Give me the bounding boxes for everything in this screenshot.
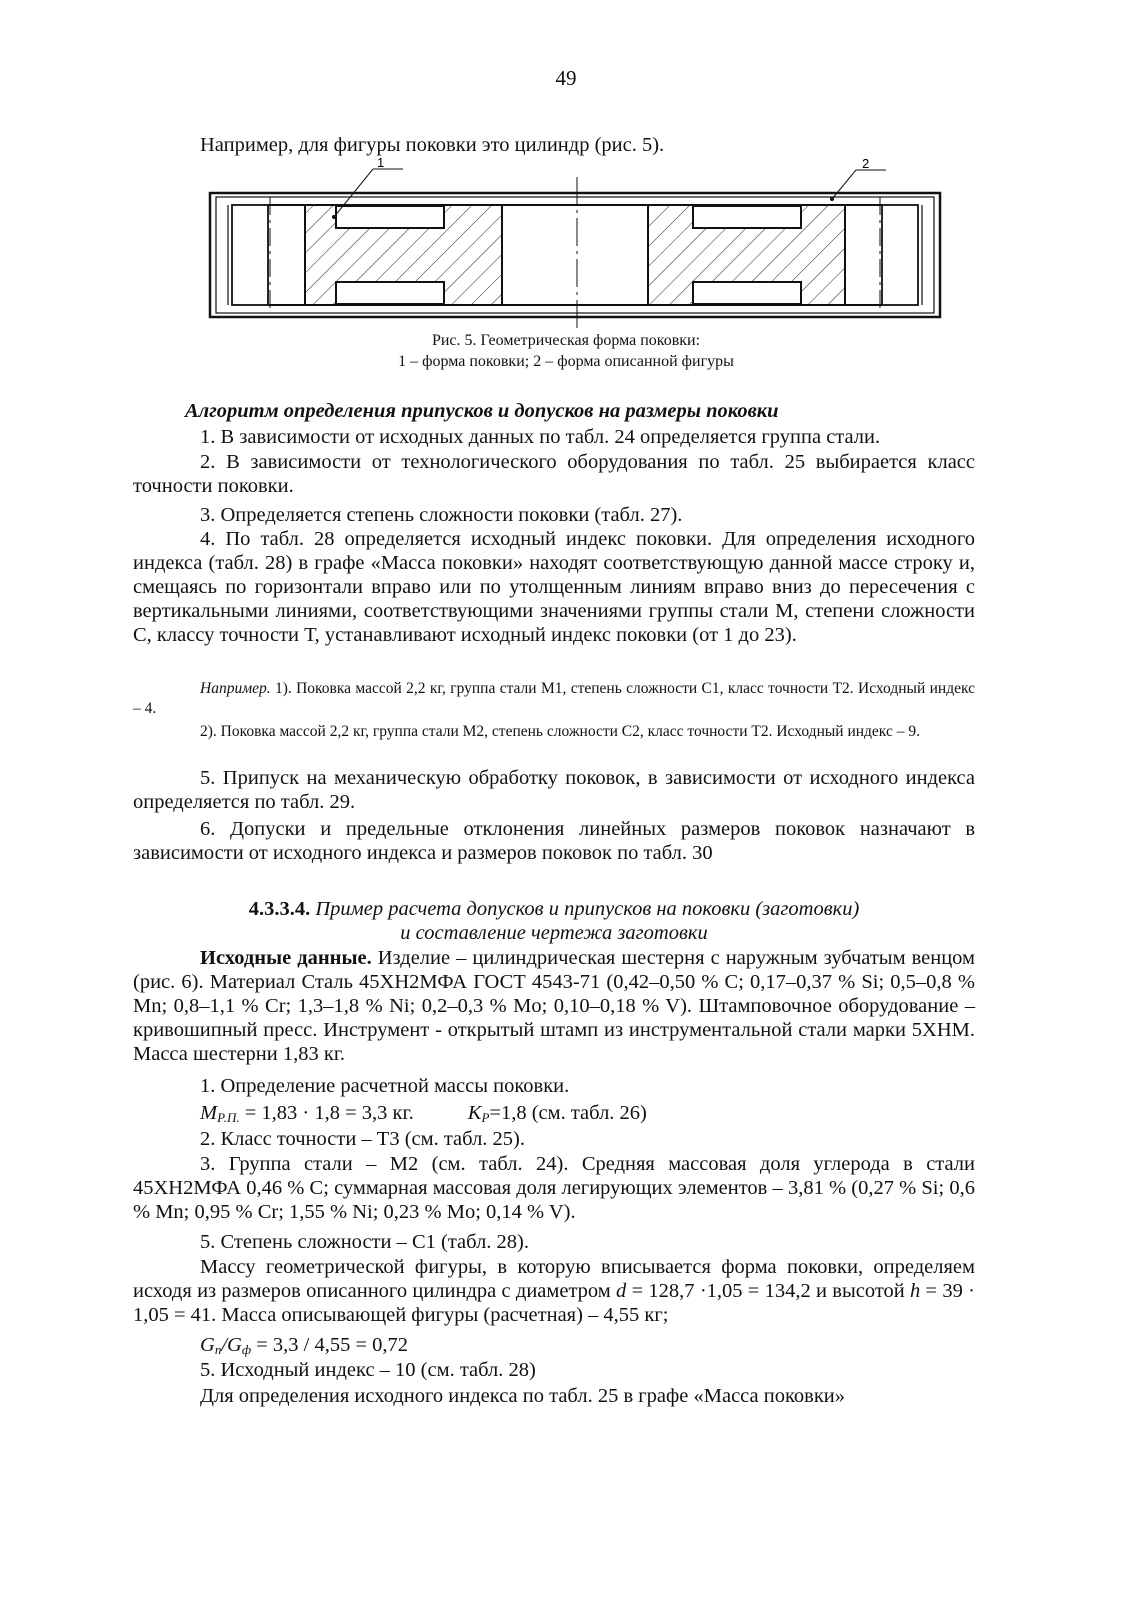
example-label: Например. [200, 680, 271, 697]
example-1-text: 1). Поковка массой 2,2 кг, группа стали М1, степень сложности С1, класс точности Т2. Исходный индекс – 4. [133, 680, 975, 717]
algorithm-step-1: 1. В зависимости от исходных данных по табл. 24 определяется группа стали. [200, 426, 881, 448]
algorithm-step-4: 4. По табл. 28 определяется исходный индекс поковки. Для определения исходного индекса (табл. 28) в графе «Масса поковки» находят соответствующую данной массе строку и, смещаясь по горизонтали вправо или по утолщенным линиям вправо вниз до пересечения с вертикальными линиями, соответствующими значениями группы стали М, степени сложности С, классу точности Т, устанавливают исходный индекс поковки (от 1 до 23). [133, 528, 975, 646]
ratio-sub1: п [214, 1342, 222, 1357]
initial-data-label: Исходные данные. [200, 947, 372, 969]
calc-step-5: 5. Исходный индекс – 10 (см. табл. 28) [200, 1359, 536, 1381]
mass-h: h [910, 1280, 921, 1302]
figure-caption-line1: Рис. 5. Геометрическая форма поковки: [431, 332, 701, 349]
figure-caption-line2: 1 – форма поковки; 2 – форма описанной фигуры [398, 353, 734, 370]
ratio-slash: / [221, 1334, 228, 1356]
mass-d: d [616, 1280, 627, 1302]
mass-text-b: = 128,7 ·1,05 = 134,2 и высотой [626, 1280, 911, 1302]
section-title-line2: и составление чертежа заготовки [400, 922, 708, 944]
calc-step-3: 3. Группа стали – М2 (см. табл. 24). Средняя массовая доля углерода в стали 45ХН2МФА 0,46 % С; суммарная массовая доля легирующих элементов – 3,81 % (0,27 % Si; 0,6 % Mn; 0,95 % Cr; 1,55 % Ni; 0,23 % Mo; 0,14 % V). [133, 1153, 975, 1223]
formula-m-sub: Р.П. [217, 1110, 240, 1125]
ratio-sub2: ф [241, 1342, 252, 1357]
intro-text: Например, для фигуры поковки это цилиндр (рис. 5). [200, 134, 665, 156]
calc-step-1: 1. Определение расчетной массы поковки. [200, 1075, 570, 1097]
algorithm-step-6: 6. Допуски и предельные отклонения линейных размеров поковок назначают в зависимости от исходного индекса и размеров поковок по табл. 30 [133, 818, 975, 864]
algorithm-step-5: 5. Припуск на механическую обработку поковок, в зависимости от исходного индекса определяется по табл. 29. [133, 767, 975, 813]
forging-drawing [205, 155, 945, 330]
formula-m: M [200, 1102, 218, 1124]
page-number: 49 [555, 66, 577, 90]
formula-k-sub: Р [481, 1110, 490, 1125]
last-line: Для определения исходного индекса по табл. 25 в графе «Масса поковки» [200, 1385, 846, 1407]
algorithm-step-2: 2. В зависимости от технологического оборудования по табл. 25 выбирается класс точности поковки. [133, 451, 975, 497]
ratio-g2: G [227, 1334, 242, 1356]
ratio-formula [200, 1333, 408, 1357]
callout-2-label: 2 [862, 156, 870, 171]
algorithm-step-3: 3. Определяется степень сложности поковки (табл. 27). [200, 504, 683, 526]
example-1 [133, 679, 975, 719]
example-2: 2). Поковка массой 2,2 кг, группа стали М2, степень сложности С2, класс точности Т2. Исходный индекс – 9. [200, 723, 920, 740]
callout-1-label: 1 [377, 155, 385, 170]
section-number: 4.3.3.4. [248, 898, 311, 920]
calc-step-4: 5. Степень сложности – С1 (табл. 28). [200, 1231, 530, 1253]
initial-data-text: Изделие – цилиндрическая шестерня с наружным зубчатым венцом (рис. 6). Материал Сталь 45ХН2МФА ГОСТ 4543-71 (0,42–0,50 % С; 0,17–0,37 % Si; 0,5–0,8 % Mn; 0,8–1,1 % Cr; 1,3–1,8 % Ni; 0,2–0,3 % Mo; 0,10–0,18 % V). Штамповочное оборудование – кривошипный пресс. Инструмент - открытый штамп из инструментальной стали марки 5ХНМ. Масса шестерни 1,83 кг. [133, 947, 976, 1065]
section-title-line1 [133, 897, 975, 921]
algorithm-title: Алгоритм определения припусков и допусков на размеры поковки [185, 400, 779, 422]
mass-paragraph [133, 1255, 975, 1327]
ratio-g1: G [200, 1334, 215, 1356]
mass-formula [200, 1101, 647, 1125]
calc-step-2: 2. Класс точности – Т3 (см. табл. 25). [200, 1128, 526, 1150]
mass-text-a: Массу геометрической фигуры, в которую вписывается форма поковки, определяем исходя из размеров описанного цилиндра с диаметром [133, 1256, 975, 1302]
formula-m-value: = 1,83 · 1,8 = 3,3 кг. [239, 1102, 414, 1124]
section-title-text: Пример расчета допусков и припусков на поковки (заготовки) [310, 898, 860, 920]
formula-k: K [467, 1102, 482, 1124]
ratio-value: = 3,3 / 4,55 = 0,72 [251, 1334, 409, 1356]
formula-k-value: =1,8 (см. табл. 26) [489, 1102, 647, 1124]
mass-text-c: = 39 · 1,05 = 41. Масса описывающей фигуры (расчетная) – 4,55 кг; [133, 1280, 975, 1326]
initial-data-paragraph [133, 946, 975, 1066]
